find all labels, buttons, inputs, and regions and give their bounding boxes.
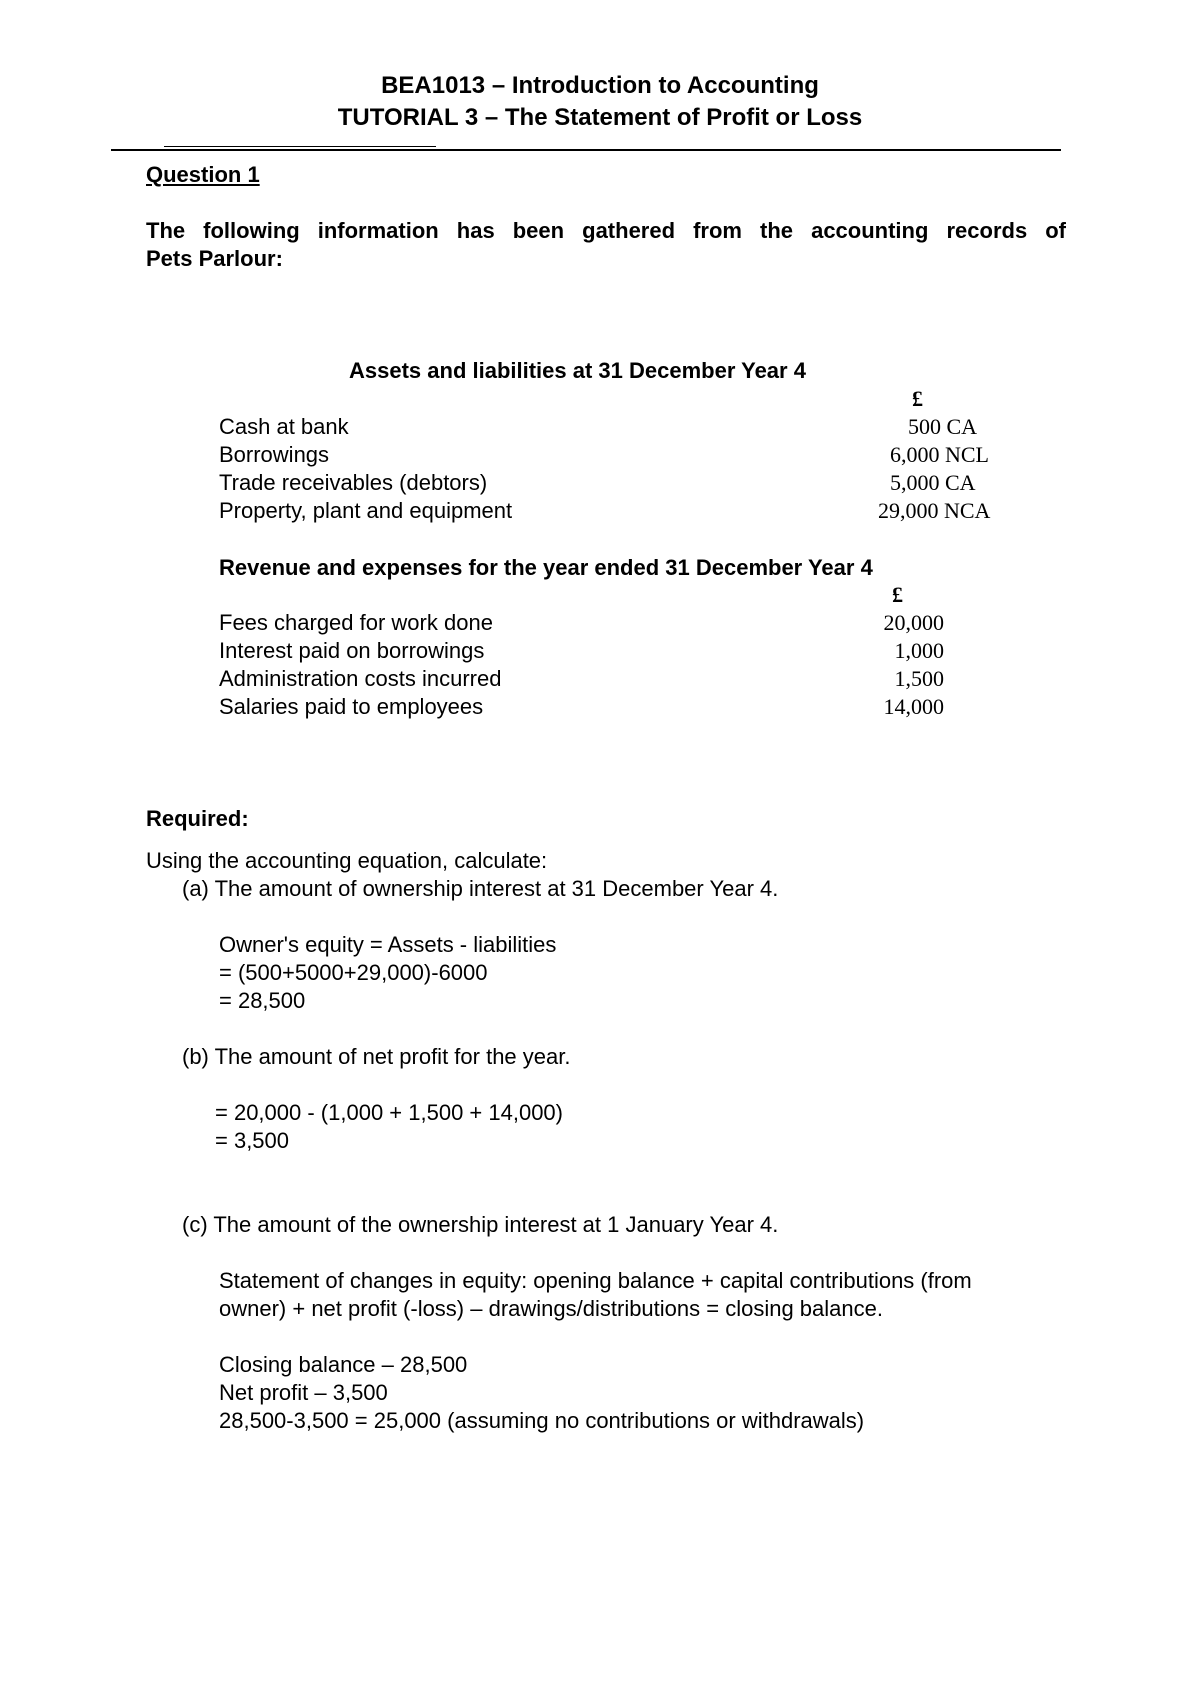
part-a-line: = 28,500 <box>219 988 306 1013</box>
revenue-currency: £ <box>892 582 903 607</box>
header-rule <box>111 149 1061 151</box>
part-b-line: = 3,500 <box>215 1128 290 1153</box>
assets-heading: Assets and liabilities at 31 December Year 4 <box>349 358 806 383</box>
revenue-row-label: Salaries paid to employees <box>219 694 484 719</box>
part-a-question: (a) The amount of ownership interest at 31 December Year 4. <box>182 876 779 901</box>
assets-row-value: 29,000 NCA <box>878 498 991 523</box>
revenue-row-value: 20,000 <box>883 610 944 635</box>
part-c-question: (c) The amount of the ownership interest at 1 January Year 4. <box>182 1212 779 1237</box>
revenue-row-label: Administration costs incurred <box>219 666 502 691</box>
tutorial-title: TUTORIAL 3 – The Statement of Profit or Loss <box>337 104 863 131</box>
assets-row-label: Trade receivables (debtors) <box>219 470 488 495</box>
required-instruction: Using the accounting equation, calculate: <box>146 848 548 873</box>
required-label: Required: <box>146 806 249 831</box>
part-b-line: = 20,000 - (1,000 + 1,500 + 14,000) <box>215 1100 563 1125</box>
part-b-question: (b) The amount of net profit for the year. <box>182 1044 571 1069</box>
question-intro-line1: The following information has been gathered from the accounting records of <box>146 218 1066 243</box>
assets-row-label: Cash at bank <box>219 414 349 439</box>
question-label: Question 1 <box>146 162 260 187</box>
revenue-heading: Revenue and expenses for the year ended 31 December Year 4 <box>219 555 873 580</box>
part-c-line: Statement of changes in equity: opening balance + capital contributions (from <box>219 1268 972 1293</box>
revenue-row-value: 1,500 <box>894 666 944 691</box>
assets-row-label: Borrowings <box>219 442 330 467</box>
part-c-line: owner) + net profit (-loss) – drawings/distributions = closing balance. <box>219 1296 883 1321</box>
assets-row-value: 6,000 NCL <box>890 442 989 467</box>
assets-currency: £ <box>912 386 923 411</box>
revenue-row-value: 14,000 <box>883 694 944 719</box>
assets-row-value: 5,000 CA <box>890 470 976 495</box>
revenue-row-value: 1,000 <box>894 638 944 663</box>
part-a-line: Owner's equity = Assets - liabilities <box>219 932 557 957</box>
part-c-line: Net profit – 3,500 <box>219 1380 388 1405</box>
part-c-line: Closing balance – 28,500 <box>219 1352 468 1377</box>
question-intro-line2: Pets Parlour: <box>146 246 283 271</box>
revenue-row-label: Fees charged for work done <box>219 610 493 635</box>
assets-row-value: 500 CA <box>908 414 978 439</box>
part-c-line: 28,500-3,500 = 25,000 (assuming no contributions or withdrawals) <box>219 1408 865 1433</box>
part-a-line: = (500+5000+29,000)-6000 <box>219 960 488 985</box>
assets-row-label: Property, plant and equipment <box>219 498 513 523</box>
header-rule-thin <box>164 146 436 147</box>
revenue-row-label: Interest paid on borrowings <box>219 638 485 663</box>
course-title: BEA1013 – Introduction to Accounting <box>381 72 819 99</box>
